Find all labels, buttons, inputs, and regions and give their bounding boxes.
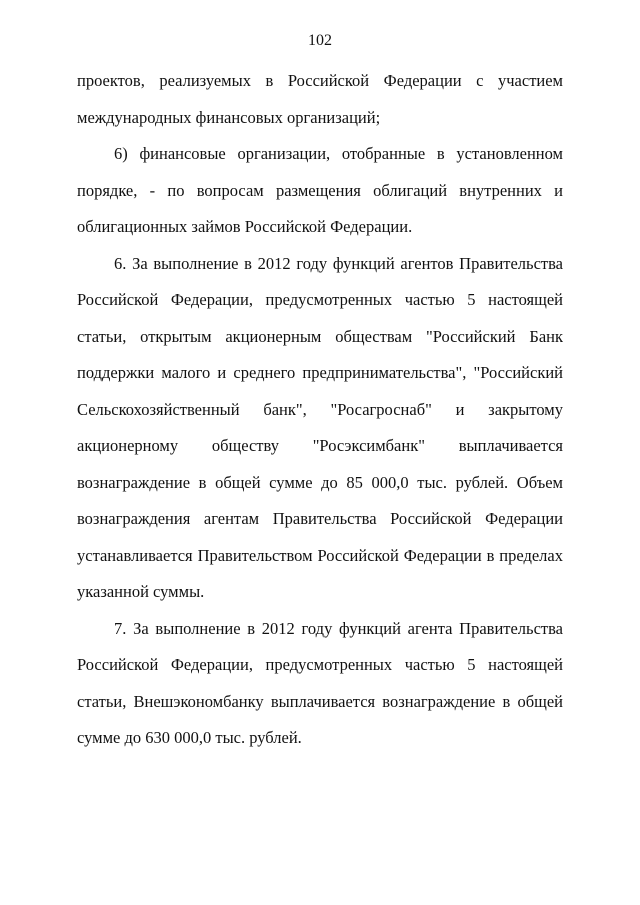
- text-line: вознаграждение в общей сумме до 85 000,0 тыс. рублей. Объем: [77, 472, 563, 492]
- text-line: Российской Федерации, предусмотренных частью 5 настоящей: [77, 290, 563, 309]
- page-number: 102: [308, 32, 332, 49]
- text-line: облигационных займов Российской Федерации.: [77, 217, 413, 236]
- text-line: порядке, - по вопросам размещения облигаций внутренних и: [77, 180, 563, 200]
- text-line: вознаграждения агентам Правительства Российской Федерации: [77, 509, 563, 528]
- text-line: 6. За выполнение в 2012 году функций агентов Правительства: [114, 253, 563, 273]
- text-line: поддержки малого и среднего предпринимательства", "Российский: [77, 363, 563, 382]
- paragraph-continuation: [77, 63, 563, 136]
- text-line: акционерному обществу "Росэксимбанк" выплачивается: [77, 436, 563, 455]
- text-line: устанавливается Правительством Российской Федерации в пределах: [77, 545, 563, 565]
- text-line: Российской Федерации, предусмотренных частью 5 настоящей: [77, 655, 563, 674]
- text-line: статьи, Внешэкономбанку выплачивается вознаграждение в общей: [77, 691, 563, 711]
- text-line: 6) финансовые организации, отобранные в установленном: [114, 144, 563, 163]
- text-line: международных финансовых организаций;: [77, 107, 381, 127]
- text-line: указанной суммы.: [77, 582, 205, 601]
- paragraph-clause-6: [77, 246, 563, 611]
- paragraph-clause-7: [77, 611, 563, 757]
- text-line: Сельскохозяйственный банк", "Росагроснаб" и закрытому: [77, 399, 563, 419]
- text-line: 7. За выполнение в 2012 году функций агента Правительства: [114, 618, 563, 638]
- paragraph-item-6: [77, 136, 563, 246]
- document-body: [77, 63, 563, 757]
- text-line: проектов, реализуемых в Российской Федерации с участием: [77, 71, 563, 90]
- text-line: сумме до 630 000,0 тыс. рублей.: [77, 728, 302, 747]
- text-line: статьи, открытым акционерным обществам "Российский Банк: [77, 326, 563, 346]
